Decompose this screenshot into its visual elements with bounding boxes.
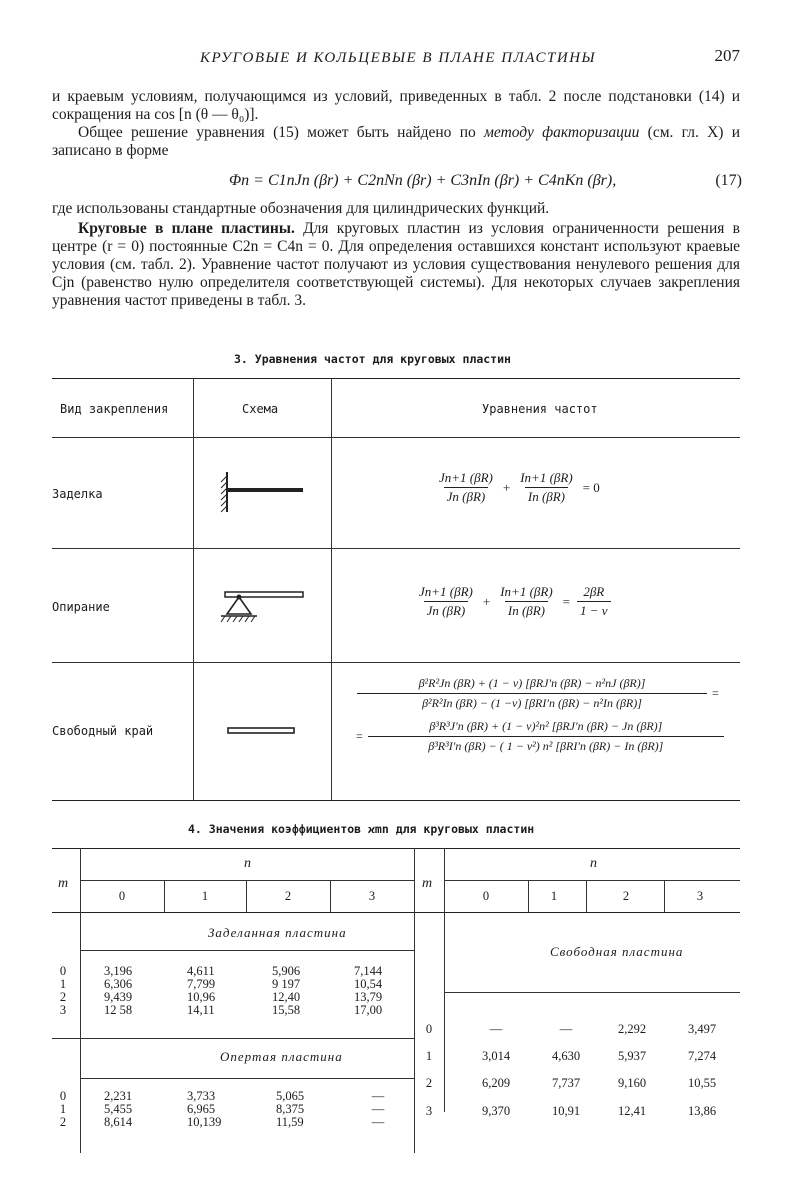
clamped-frac-2-den: In (βR) [525, 487, 568, 505]
clamped-1-3: 10,54 [354, 977, 383, 991]
table4-left-m-label: m [58, 876, 69, 891]
clamped-3-2: 15,58 [272, 1003, 301, 1017]
table3-col-divider-1 [193, 378, 194, 800]
clamped-plate-title: Заделанная пластина [208, 925, 347, 940]
free-3-1: 10,91 [551, 1104, 581, 1118]
table3-col-divider-2 [331, 378, 332, 800]
clamped-2-0: 9,439 [104, 990, 133, 1004]
clamped-0-1: 4,611 [187, 964, 215, 978]
clamped-frac-1 [436, 470, 496, 505]
table3-row-rule-1 [52, 548, 740, 549]
section-text: Для круговых пластин из условия ограниченности решения в центре (r = 0) постоянные C2n = C4n = 0. Для определения оставшихся констант используют краевые условия (см. табл. 2). Уравнение частот получают из условия существования ненулевого решения для Cjn (равенство нулю определителя соответствующей системы). Для некоторых случаев закрепления уравнения частот приведены в табл. 3. [52, 220, 740, 309]
table3-row-supported-label: Опирание [52, 600, 110, 614]
table4-right-m-divider [444, 848, 445, 1112]
supported-0-2: 5,065 [276, 1089, 305, 1103]
free-2-3: 10,55 [687, 1076, 717, 1090]
equation-17 [52, 172, 742, 196]
clamped-2-1: 10,96 [187, 990, 216, 1004]
free-equals-1: = [712, 686, 719, 700]
clamped-frac-2-num: In+1 (βR) [520, 470, 573, 485]
table4-right-m-label: m [422, 876, 433, 891]
clamped-1-1: 7,799 [187, 977, 216, 991]
free-edge-scheme-icon [226, 724, 298, 738]
table4-left-m-divider [80, 848, 81, 1153]
clamped-2-3: 13,79 [354, 990, 383, 1004]
right-n-2: 2 [622, 889, 630, 903]
supported-frac-2-den: In (βR) [505, 601, 548, 619]
clamped-3-1: 14,11 [187, 1003, 215, 1017]
intro-line-2 [52, 124, 740, 160]
table4-right-div-2 [586, 880, 587, 912]
clamped-frac-2 [517, 470, 575, 505]
supported-rhs-den: 1 − ν [577, 601, 611, 619]
intro-line-1: и краевым условиям, получающимся из условий, приведенных в табл. 2 после подстановки (14) и сокращения на cos [n (θ — θ₀)]. [52, 88, 740, 123]
left-n-1: 1 [201, 889, 209, 903]
after-equation: где использованы стандартные обозначения для цилиндрических функций. [52, 200, 550, 217]
table4-left-div-1 [164, 880, 165, 912]
right-n-0: 0 [482, 889, 490, 903]
free-1-3: 7,274 [687, 1049, 717, 1063]
equation-17-formula: Φn = C1nJn (βr) + C2nNn (βr) + C3nIn (βr) + C4nKn (βr), [229, 172, 617, 189]
section-paragraph [52, 220, 740, 310]
intro-block [52, 88, 740, 160]
free-m-1: 1 [425, 1049, 433, 1063]
free-frac-a-den: β²R²In (βR) − (1 −ν) [βRI′n (βR) − n²In (βR)] [357, 693, 707, 711]
free-plate-title: Свободная пластина [550, 944, 684, 959]
table4-right-div-3 [664, 880, 665, 912]
equation-17-number: (17) [715, 172, 742, 189]
table3-header-equations: Уравнения частот [482, 402, 598, 416]
supported-frac-1 [416, 584, 476, 619]
right-n-1: 1 [550, 889, 558, 903]
supported-equation [412, 584, 615, 619]
supported-1-1: 6,965 [187, 1102, 216, 1116]
free-frac-b-den: β³R³I′n (βR) − ( 1 − ν²) n² [βRI′n (βR) − In (βR)] [368, 736, 724, 754]
free-0-1: — [559, 1022, 573, 1036]
free-m-3: 3 [425, 1104, 433, 1118]
table4-right-n-label: n [590, 856, 597, 871]
clamped-equation [432, 470, 603, 505]
supported-rhs-num: 2βR [583, 584, 605, 599]
free-3-2: 12,41 [617, 1104, 647, 1118]
table4-left-div-3 [330, 880, 331, 912]
free-frac-b-num: β³R³J′n (βR) + (1 − ν)²n² [βRJ′n (βR) − Jn (βR)] [429, 719, 663, 733]
intro-line-2-start: Общее решение уравнения (15) может быть найдено по [78, 124, 484, 141]
clamped-1-2: 9 197 [272, 977, 301, 991]
table4-left-n-label: n [244, 856, 251, 871]
clamped-0-2: 5,906 [272, 964, 301, 978]
supported-0-3: — [371, 1089, 385, 1103]
supported-frac-1-den: Jn (βR) [424, 601, 469, 619]
running-header: КРУГОВЫЕ И КОЛЬЦЕВЫЕ В ПЛАНЕ ПЛАСТИНЫ [200, 50, 597, 66]
free-edge-equation [356, 676, 736, 754]
right-n-3: 3 [696, 889, 704, 903]
clamped-plus: + [502, 479, 511, 495]
table3-top-rule [52, 378, 740, 379]
table4-free-title-rule [444, 992, 740, 993]
supported-equals: = [562, 593, 570, 609]
table4-supported-title-rule [80, 1078, 414, 1079]
free-equals-2: = [356, 729, 363, 743]
table3-bottom-rule [52, 800, 740, 801]
supported-frac-1-num: Jn+1 (βR) [419, 584, 473, 599]
free-3-0: 9,370 [481, 1104, 511, 1118]
table4-header-rule [52, 912, 740, 913]
supported-0-0: 2,231 [104, 1089, 133, 1103]
free-frac-a-num: β²R²Jn (βR) + (1 − ν) [βRJ′n (βR) − n²nJ (βR)] [418, 676, 646, 690]
supported-2-3: — [371, 1115, 385, 1129]
table3-header-type: Вид закрепления [60, 402, 169, 416]
clamped-m-3: 3 [59, 1003, 67, 1017]
free-0-0: — [489, 1022, 503, 1036]
simply-supported-scheme-icon [215, 586, 305, 626]
supported-0-1: 3,733 [187, 1089, 216, 1103]
free-1-1: 4,630 [551, 1049, 581, 1063]
section-title: Круговые в плане пластины. [78, 220, 295, 237]
table4-top-rule [52, 848, 740, 849]
table3-caption: 3. Уравнения частот для круговых пластин [234, 352, 511, 366]
clamped-scheme-icon [215, 468, 305, 516]
left-n-0: 0 [118, 889, 126, 903]
table3-header-scheme: Схема [242, 402, 279, 416]
table3-header-rule [52, 437, 740, 438]
left-n-2: 2 [284, 889, 292, 903]
supported-2-0: 8,614 [104, 1115, 133, 1129]
clamped-frac-1-num: Jn+1 (βR) [439, 470, 493, 485]
free-3-3: 13,86 [687, 1104, 717, 1118]
free-m-2: 2 [425, 1076, 433, 1090]
supported-frac-rhs [577, 584, 611, 619]
table4-left-section-rule [52, 1038, 414, 1039]
clamped-frac-1-den: Jn (βR) [444, 487, 489, 505]
clamped-m-2: 2 [59, 990, 67, 1004]
supported-2-1: 10,139 [187, 1115, 222, 1129]
free-1-2: 5,937 [617, 1049, 647, 1063]
clamped-0-3: 7,144 [354, 964, 383, 978]
supported-1-3: — [371, 1102, 385, 1116]
intro-line-2-italic: методу факторизации [484, 124, 640, 141]
supported-m-1: 1 [59, 1102, 67, 1116]
left-n-3: 3 [368, 889, 376, 903]
page-number: 207 [714, 46, 740, 65]
clamped-3-0: 12 58 [104, 1003, 133, 1017]
supported-frac-2-num: In+1 (βR) [500, 584, 553, 599]
supported-1-0: 5,455 [104, 1102, 133, 1116]
clamped-3-3: 17,00 [354, 1003, 383, 1017]
table4-left-n-rule [80, 880, 414, 881]
table3-row-clamped-label: Заделка [52, 487, 103, 501]
table4-left-div-2 [246, 880, 247, 912]
supported-frac-2 [497, 584, 555, 619]
free-2-2: 9,160 [617, 1076, 647, 1090]
table4-right-n-rule [444, 880, 740, 881]
clamped-1-0: 6,306 [104, 977, 133, 991]
table4-caption: 4. Значения коэффициентов ϰmn для круговых пластин [188, 822, 535, 836]
free-1-0: 3,014 [481, 1049, 511, 1063]
supported-1-2: 8,375 [276, 1102, 305, 1116]
clamped-m-1: 1 [59, 977, 67, 991]
free-0-2: 2,292 [617, 1022, 647, 1036]
supported-m-2: 2 [59, 1115, 67, 1129]
free-m-0: 0 [425, 1022, 433, 1036]
supported-plate-title: Опертая пластина [220, 1049, 343, 1064]
supported-plus: + [482, 593, 491, 609]
clamped-0-0: 3,196 [104, 964, 133, 978]
free-0-3: 3,497 [687, 1022, 717, 1036]
clamped-2-2: 12,40 [272, 990, 301, 1004]
intro-line-2-end: (см. гл. X) и записано в форме [52, 124, 740, 159]
free-2-1: 7,737 [551, 1076, 581, 1090]
clamped-m-0: 0 [59, 964, 67, 978]
table3-row-rule-2 [52, 662, 740, 663]
table4-clamped-title-rule [80, 950, 414, 951]
table3-row-free-label: Свободный край [52, 724, 154, 738]
supported-2-2: 11,59 [276, 1115, 304, 1129]
supported-m-0: 0 [59, 1089, 67, 1103]
free-2-0: 6,209 [481, 1076, 511, 1090]
clamped-rhs: = 0 [582, 479, 600, 495]
